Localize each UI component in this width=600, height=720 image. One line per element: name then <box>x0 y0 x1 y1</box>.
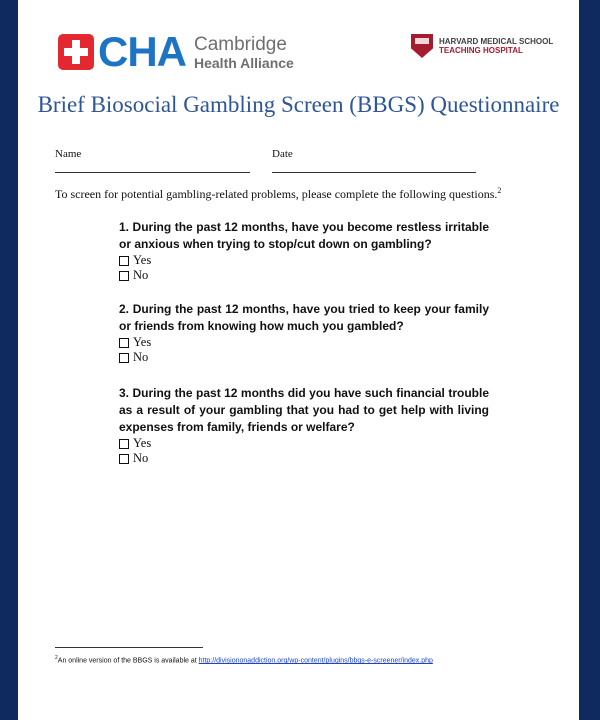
question-text: 3. During the past 12 months did you have such financial trouble as a result of your gambling that you had to get help with living expenses from family, friends or welfare? <box>119 386 489 434</box>
cha-logo-letters: CHA <box>98 28 186 75</box>
option-yes[interactable] <box>119 253 489 268</box>
cha-logo <box>58 30 294 74</box>
name-label: Name <box>55 148 82 160</box>
cha-logo-line1: Cambridge <box>194 33 287 55</box>
option-no[interactable] <box>119 268 489 283</box>
footnote-rule <box>55 647 203 648</box>
checkbox-icon[interactable] <box>119 271 129 281</box>
intro-text <box>55 186 501 202</box>
option-label: Yes <box>133 436 152 450</box>
footnote-text: An online version of the BBGS is available at <box>57 657 199 665</box>
hms-line1: HARVARD MEDICAL SCHOOL <box>439 36 554 46</box>
footnote-link[interactable]: http://divisiononaddiction.org/wp-content/plugins/bbgs-e-screener/index.php <box>198 657 433 665</box>
hms-logo <box>411 34 553 58</box>
checkbox-icon[interactable] <box>119 454 129 464</box>
cross-icon <box>58 34 94 70</box>
question-2 <box>119 301 489 365</box>
option-label: No <box>133 268 149 282</box>
option-yes[interactable] <box>119 436 489 451</box>
option-label: No <box>133 451 149 465</box>
shield-icon <box>411 34 433 58</box>
checkbox-icon[interactable] <box>119 439 129 449</box>
checkbox-icon[interactable] <box>119 256 129 266</box>
question-1 <box>119 219 489 283</box>
option-yes[interactable] <box>119 335 489 350</box>
footnote-number: 2 <box>55 655 58 661</box>
name-field[interactable] <box>55 172 250 173</box>
hms-line2: TEACHING HOSPITAL <box>439 46 523 55</box>
cha-logo-line2: Health Alliance <box>194 54 294 71</box>
hms-logo-text <box>439 37 553 55</box>
document-page <box>18 0 579 720</box>
date-label: Date <box>272 148 293 160</box>
checkbox-icon[interactable] <box>119 338 129 348</box>
footnote <box>55 655 433 664</box>
cha-logo-text <box>194 35 294 70</box>
intro-sentence: To screen for potential gambling-related problems, please complete the following questions. <box>55 187 498 201</box>
page-title: Brief Biosocial Gambling Screen (BBGS) Questionnaire <box>37 92 560 117</box>
intro-footnote-ref: 2 <box>497 186 502 195</box>
question-3 <box>119 385 489 466</box>
checkbox-icon[interactable] <box>119 353 129 363</box>
date-field[interactable] <box>272 172 476 173</box>
option-no[interactable] <box>119 451 489 466</box>
question-text: 2. During the past 12 months, have you tried to keep your family or friends from knowing how much you gambled? <box>119 302 489 333</box>
option-label: Yes <box>133 253 152 267</box>
option-no[interactable] <box>119 350 489 365</box>
question-text: 1. During the past 12 months, have you become restless irritable or anxious when trying to stop/cut down on gambling? <box>119 220 489 251</box>
option-label: No <box>133 350 149 364</box>
option-label: Yes <box>133 335 152 349</box>
